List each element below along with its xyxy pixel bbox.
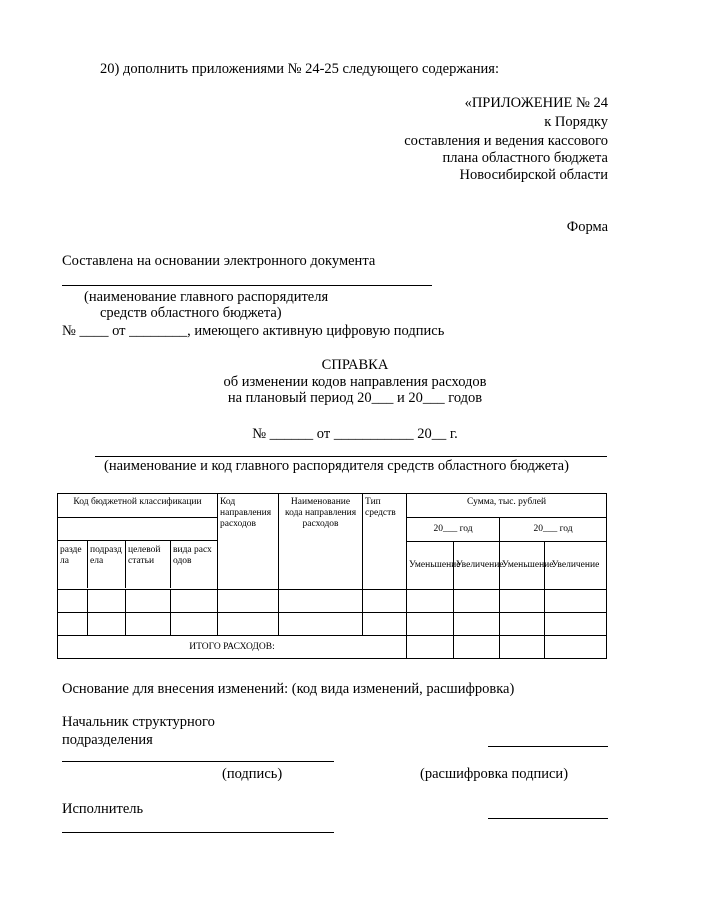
header-sum: Сумма, тыс. рублей bbox=[407, 494, 607, 518]
basis-number-line: № ____ от ________, имеющего активную цифровую подпись bbox=[62, 323, 445, 339]
manager-caption: (наименование и код главного распорядителя средств областного бюджета) bbox=[104, 458, 569, 474]
subheader-col-divider-1 bbox=[87, 540, 88, 588]
signature-caption: (подпись) bbox=[222, 766, 283, 782]
head-title-line-1: Начальник структурного bbox=[62, 714, 215, 730]
header-year-1: 20___ год bbox=[407, 518, 500, 542]
table-row bbox=[58, 613, 607, 636]
subheader-divider bbox=[57, 540, 218, 541]
appendix-title: «ПРИЛОЖЕНИЕ № 24 bbox=[464, 95, 608, 111]
intro-text: 20) дополнить приложениями № 24-25 следующего содержания: bbox=[100, 61, 499, 77]
header-decrease-1: Уменьшение bbox=[407, 542, 454, 590]
executor-decode-line bbox=[488, 818, 608, 819]
header-funds-type: Тип средств bbox=[363, 494, 407, 590]
basis-caption-1: (наименование главного распорядителя bbox=[84, 289, 329, 305]
executor-label: Исполнитель bbox=[62, 801, 144, 817]
appendix-line-4: плана областного бюджета bbox=[442, 150, 608, 166]
appendix-line-5: Новосибирской области bbox=[459, 167, 608, 183]
header-subsection: подраздела bbox=[90, 545, 122, 566]
header-budget-classification: Код бюджетной классификации bbox=[58, 494, 218, 518]
basis-fill-line bbox=[62, 285, 432, 286]
total-row bbox=[58, 636, 607, 659]
basis-caption-2: средств областного бюджета) bbox=[100, 305, 282, 321]
head-decode-line bbox=[488, 746, 608, 747]
total-label: ИТОГО РАСХОДОВ: bbox=[58, 636, 407, 659]
table-row bbox=[58, 590, 607, 613]
header-decrease-2: Уменьшение bbox=[500, 542, 545, 590]
reason-text: Основание для внесения изменений: (код вида изменений, расшифровка) bbox=[62, 681, 515, 697]
appendix-line-2: к Порядку bbox=[544, 114, 608, 130]
appendix-line-3: составления и ведения кассового bbox=[404, 133, 608, 149]
header-increase-2: Увеличение bbox=[545, 542, 607, 590]
header-increase-1: Увеличение bbox=[454, 542, 500, 590]
head-title-line-2: подразделения bbox=[62, 732, 153, 748]
header-section: раздела bbox=[60, 545, 82, 566]
doc-title: СПРАВКА bbox=[321, 357, 389, 373]
doc-subtitle-1: об изменении кодов направления расходов bbox=[223, 374, 487, 390]
header-target-article: целевой статьи bbox=[128, 545, 161, 566]
decode-caption: (расшифровка подписи) bbox=[420, 766, 569, 782]
executor-signature-line bbox=[62, 832, 334, 833]
head-signature-line bbox=[62, 761, 334, 762]
header-direction-code: Код направления расходов bbox=[218, 494, 279, 590]
doc-subtitle-2: на плановый период 20___ и 20___ годов bbox=[227, 390, 483, 406]
header-direction-name: Наименование кода направления расходов bbox=[279, 494, 363, 590]
manager-fill-line bbox=[95, 456, 607, 457]
header-year-2: 20___ год bbox=[500, 518, 607, 542]
form-label: Форма bbox=[566, 219, 608, 235]
subheader-col-divider-3 bbox=[170, 540, 171, 588]
doc-number-line: № ______ от ___________ 20__ г. bbox=[252, 426, 458, 442]
basis-text: Составлена на основании электронного документа bbox=[62, 253, 376, 269]
subheader-col-divider-2 bbox=[125, 540, 126, 588]
header-expense-type: вида расходов bbox=[173, 545, 212, 566]
